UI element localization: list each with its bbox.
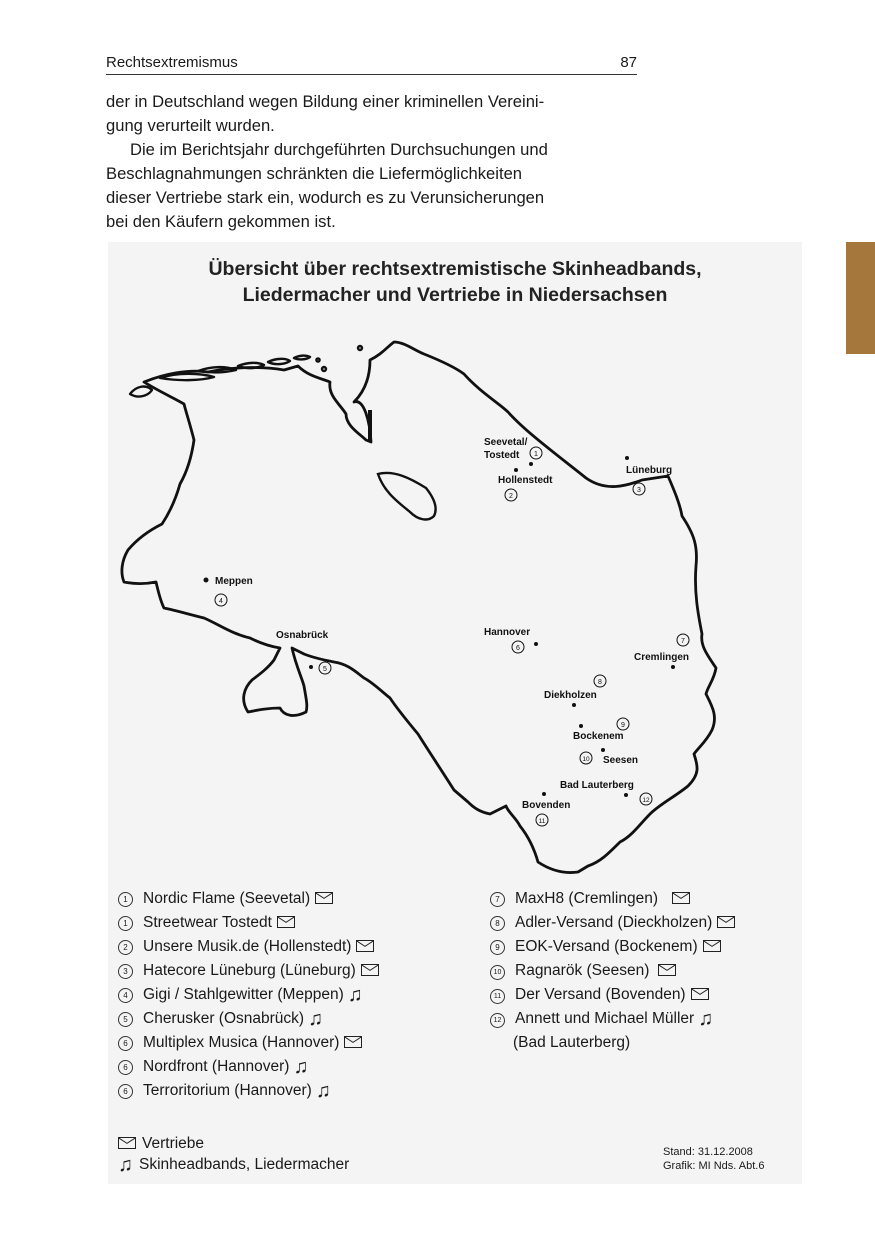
- legend-entry: [118, 1010, 323, 1028]
- legend-text: Der Versand (Bovenden): [515, 986, 686, 1003]
- page-number: 87: [620, 54, 637, 71]
- legend-entry: [490, 1010, 713, 1028]
- city-dot: [601, 748, 605, 752]
- figure-title-line: Übersicht über rechtsextremistische Skinheadbands,: [208, 258, 702, 280]
- city-label-lueneburg: Lüneburg: [626, 465, 673, 476]
- legend-text: Unsere Musik.de (Hollenstedt): [143, 938, 352, 955]
- running-head-section: Rechtsextremismus: [106, 54, 238, 71]
- envelope-icon: [717, 916, 735, 928]
- legend-text: Terroritorium (Hannover): [143, 1082, 312, 1099]
- east-frisian-islands: [130, 346, 362, 397]
- state-outline: [122, 342, 716, 873]
- legend-number: 3: [118, 964, 133, 979]
- envelope-icon: [344, 1036, 362, 1048]
- map-figure: [108, 242, 802, 1184]
- city-number: 8: [598, 679, 602, 686]
- city-label-bad-lauterberg: Bad Lauterberg: [560, 780, 634, 791]
- city-label-tostedt: Tostedt: [484, 450, 520, 461]
- chapter-thumb-tab: [846, 242, 875, 354]
- city-number: 3: [637, 487, 641, 494]
- city-label-bockenem: Bockenem: [573, 731, 624, 742]
- stand-date: Stand: 31.12.2008: [663, 1146, 753, 1158]
- city-label-meppen: Meppen: [215, 576, 253, 587]
- body-line: Beschlagnahmungen schränkten die Liefermöglichkeiten: [106, 164, 523, 183]
- legend-entry: [118, 914, 295, 932]
- body-line: bei den Käufern gekommen ist.: [106, 212, 336, 231]
- legend-number: 11: [490, 989, 505, 1004]
- city-number: 7: [681, 638, 685, 645]
- city-dot: [529, 462, 533, 466]
- envelope-icon: [658, 964, 676, 976]
- legend-entry: [490, 890, 690, 908]
- legend-number: 6: [118, 1060, 133, 1075]
- city-number: 10: [582, 756, 590, 763]
- legend-entry-continuation: [513, 1034, 630, 1052]
- envelope-icon: [691, 988, 709, 1000]
- city-dot: [671, 665, 675, 669]
- city-number: 2: [509, 493, 513, 500]
- city-number: 5: [323, 666, 327, 673]
- city-dot: [572, 703, 576, 707]
- legend-entry: [490, 986, 709, 1004]
- legend-entry: [490, 914, 735, 932]
- legend-text: Hatecore Lüneburg (Lüneburg): [143, 962, 356, 979]
- legend-number: 6: [118, 1084, 133, 1099]
- legend-text: Multiplex Musica (Hannover): [143, 1034, 340, 1051]
- city-dot: [534, 642, 538, 646]
- envelope-icon: [118, 1137, 136, 1149]
- city-label-diekholzen: Diekholzen: [544, 690, 597, 701]
- envelope-icon: [356, 940, 374, 952]
- music-note-icon: ♫: [308, 1008, 324, 1030]
- envelope-icon: [361, 964, 379, 976]
- legend-text: Nordic Flame (Seevetal): [143, 890, 311, 907]
- music-note-icon: ♫: [315, 1080, 331, 1102]
- legend-number: 5: [118, 1012, 133, 1027]
- legend-number: 12: [490, 1013, 505, 1028]
- legend-text: (Bad Lauterberg): [513, 1034, 631, 1051]
- figure-title-line: Liedermacher und Vertriebe in Niedersachsen: [242, 284, 668, 306]
- key-skinheadbands: [118, 1156, 349, 1174]
- legend-text: Adler-Versand (Dieckholzen): [515, 914, 713, 931]
- city-number: 6: [516, 645, 520, 652]
- city-number: 9: [621, 722, 625, 729]
- legend-entry: [118, 938, 374, 956]
- city-dot: [579, 724, 583, 728]
- city-label-hollenstedt: Hollenstedt: [498, 475, 553, 486]
- legend-entry: [490, 962, 676, 980]
- city-label-seesen: Seesen: [603, 755, 639, 766]
- city-label-bovenden: Bovenden: [522, 800, 571, 811]
- legend-number: 6: [118, 1036, 133, 1051]
- body-line: der in Deutschland wegen Bildung einer kriminellen Vereini-: [106, 92, 545, 111]
- legend-number: 4: [118, 988, 133, 1003]
- running-head: [106, 52, 637, 75]
- legend-entry: [118, 1058, 308, 1076]
- legend-text: Nordfront (Hannover): [143, 1058, 290, 1075]
- city-dot: [514, 468, 518, 472]
- legend-entry: [118, 890, 333, 908]
- legend-text: Ragnarök (Seesen): [515, 962, 650, 979]
- city-number: 1: [534, 451, 538, 458]
- legend-entry: [118, 1034, 362, 1052]
- legend-number: 8: [490, 916, 505, 931]
- legend-number: 9: [490, 940, 505, 955]
- city-label-hannover: Hannover: [484, 627, 531, 638]
- body-line: gung verurteilt wurden.: [106, 116, 275, 135]
- city-dot: [625, 456, 629, 460]
- city-number: 4: [219, 598, 223, 605]
- city-dot: [309, 665, 313, 669]
- legend-text: Gigi / Stahlgewitter (Meppen): [143, 986, 344, 1003]
- legend-text: Cherusker (Osnabrück): [143, 1010, 305, 1027]
- city-label-seevetal: Seevetal/: [484, 437, 528, 448]
- body-line: Die im Berichtsjahr durchgeführten Durchsuchungen und: [130, 140, 548, 159]
- legend-text: Annett und Michael Müller: [515, 1010, 695, 1027]
- legend-number: 7: [490, 892, 505, 907]
- legend-text: Streetwear Tostedt: [143, 914, 272, 931]
- music-note-icon: ♫: [118, 1154, 133, 1176]
- body-line: dieser Vertriebe stark ein, wodurch es zu Verunsicherungen: [106, 188, 545, 207]
- key-vertriebe: [118, 1135, 204, 1153]
- envelope-icon: [703, 940, 721, 952]
- city-dot: [542, 792, 546, 796]
- city-number: 11: [538, 818, 546, 825]
- music-note-icon: ♫: [293, 1056, 309, 1078]
- city-label-cremlingen: Cremlingen: [634, 652, 690, 663]
- body-paragraph: [106, 90, 646, 234]
- legend-number: 1: [118, 892, 133, 907]
- city-markers: [204, 437, 690, 826]
- city-number: 12: [642, 797, 650, 804]
- music-note-icon: ♫: [698, 1008, 714, 1030]
- legend-text: MaxH8 (Cremlingen): [515, 890, 658, 907]
- legend-entry: [118, 1082, 331, 1100]
- grafik-credit: Grafik: MI Nds. Abt.6: [663, 1160, 765, 1172]
- legend-number: 10: [490, 965, 505, 980]
- legend-number: 1: [118, 916, 133, 931]
- key-label: Vertriebe: [142, 1135, 205, 1152]
- legend-entry: [118, 986, 363, 1004]
- city-dot: [204, 578, 209, 583]
- legend-entry: [118, 962, 379, 980]
- music-note-icon: ♫: [347, 984, 363, 1006]
- envelope-icon: [672, 892, 690, 904]
- legend-number: 2: [118, 940, 133, 955]
- legend-text: EOK-Versand (Bockenem): [515, 938, 698, 955]
- envelope-icon: [277, 916, 295, 928]
- duemmer-lake: [378, 473, 436, 520]
- envelope-icon: [315, 892, 333, 904]
- legend-entry: [490, 938, 721, 956]
- city-dot: [624, 793, 628, 797]
- city-label-osnabrueck: Osnabrück: [276, 630, 329, 641]
- key-label: Skinheadbands, Liedermacher: [139, 1156, 350, 1173]
